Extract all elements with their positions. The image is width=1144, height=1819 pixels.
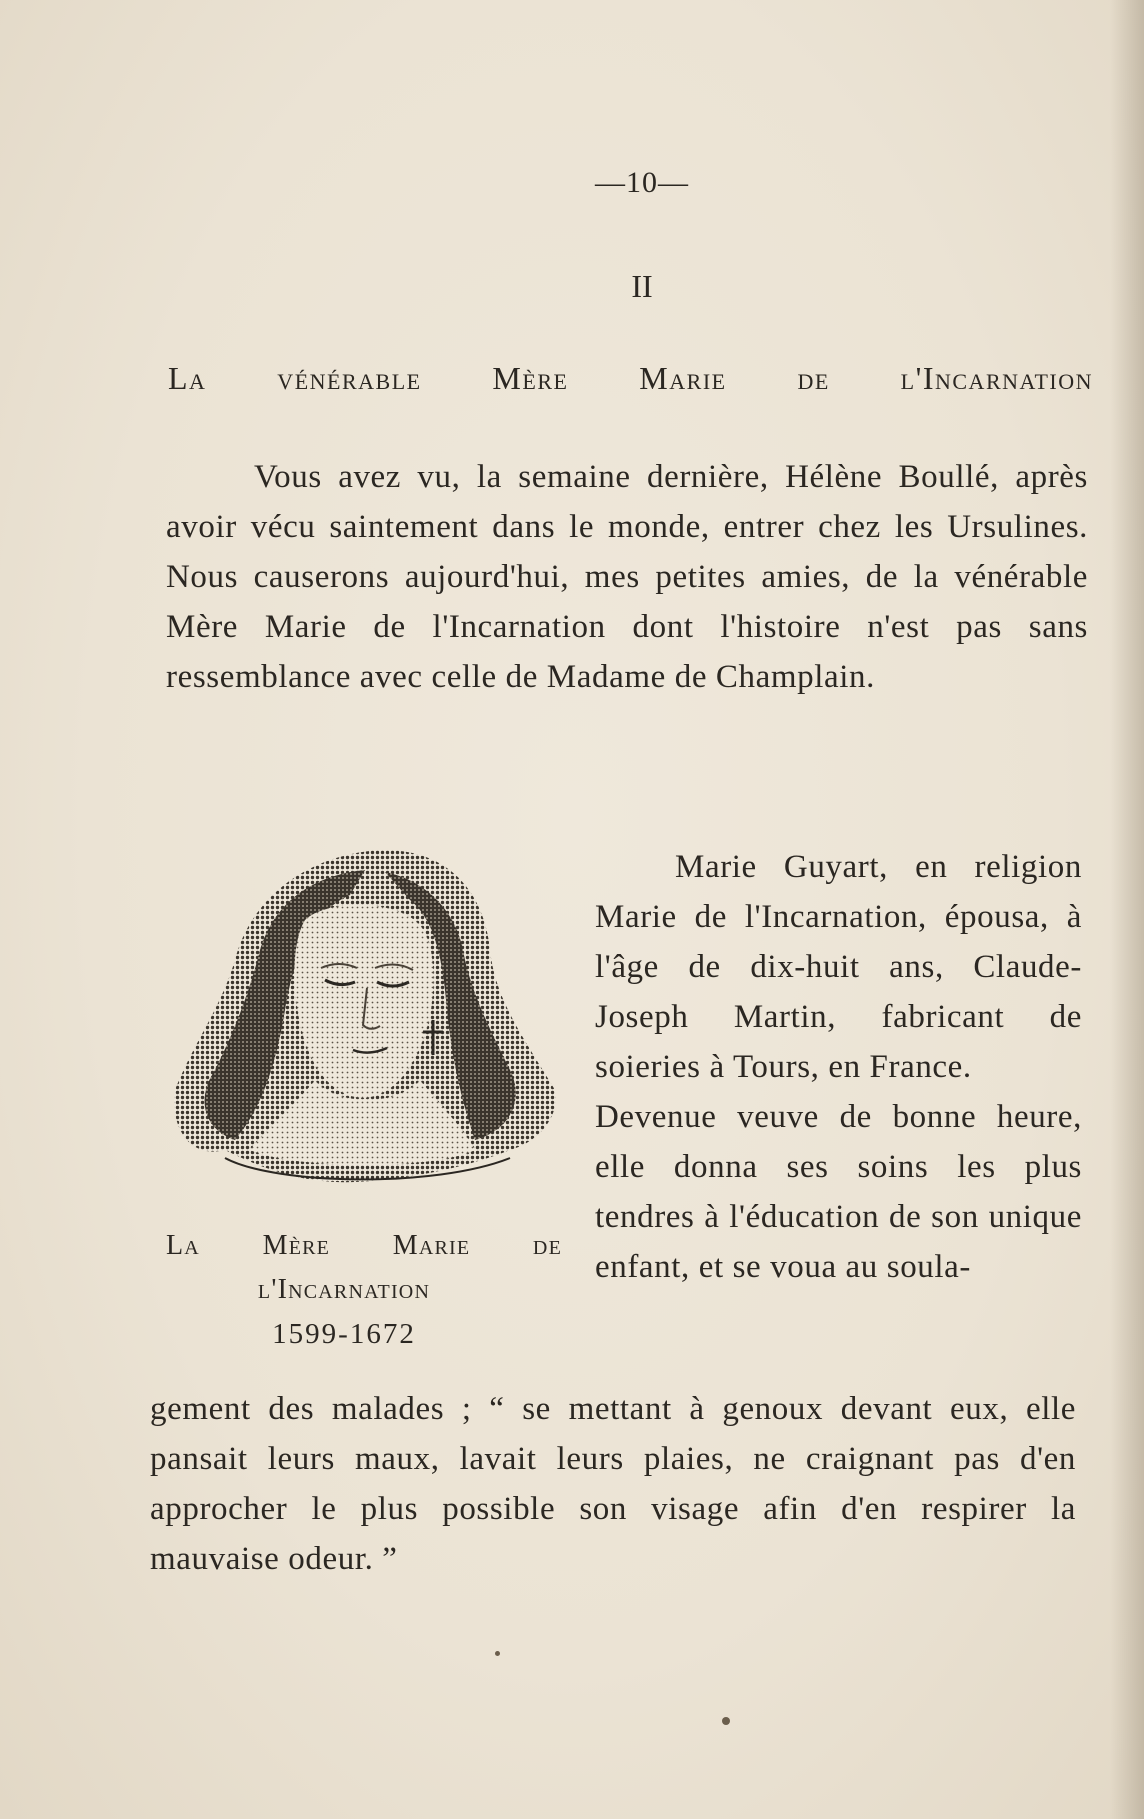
caption-name-line2: l'Incarnation	[257, 1274, 431, 1305]
paragraph-biography-side-continued: Devenue veuve de bonne heure, elle donna ses soins les plus tendres à l'éducation de son unique enfant, et se voua au soula-	[595, 1099, 1082, 1285]
paragraph-intro: Vous avez vu, la semaine dernière, Hélène Boullé, après avoir vécu saintement dans le monde, entrer chez les Ursulines. Nous causerons aujourd'hui, mes petites amies, de la vénérable Mère Marie de l'Incarnation dont l'histoire n'est pas sans ressemblance avec celle de Madame de Champlain.	[166, 459, 1088, 695]
caption-name-line1: La Mère Marie de	[166, 1230, 562, 1261]
paper-speck	[495, 1651, 500, 1656]
paper-speck	[722, 1717, 730, 1725]
portrait-caption	[166, 1224, 562, 1356]
page-number: —10—	[595, 166, 689, 199]
chapter-title: La vénérable Mère Marie de l'Incarnation	[168, 360, 1093, 396]
caption-dates: 1599-1672	[272, 1318, 416, 1350]
nun-portrait-icon	[165, 840, 560, 1210]
section-number: II	[631, 268, 653, 304]
paragraph-biography-side: Marie Guyart, en religion Marie de l'Incarnation, épousa, à l'âge de dix-huit ans, Claude-Joseph Martin, fabricant de soieries à Tours, en France.	[595, 849, 1082, 1085]
paragraph-biography-full: gement des malades ; “ se mettant à genoux devant eux, elle pansait leurs maux, lavait leurs plaies, ne craignant pas d'en approcher le plus possible son visage afin d'en respirer la mauvaise odeur. ”	[150, 1391, 1076, 1577]
